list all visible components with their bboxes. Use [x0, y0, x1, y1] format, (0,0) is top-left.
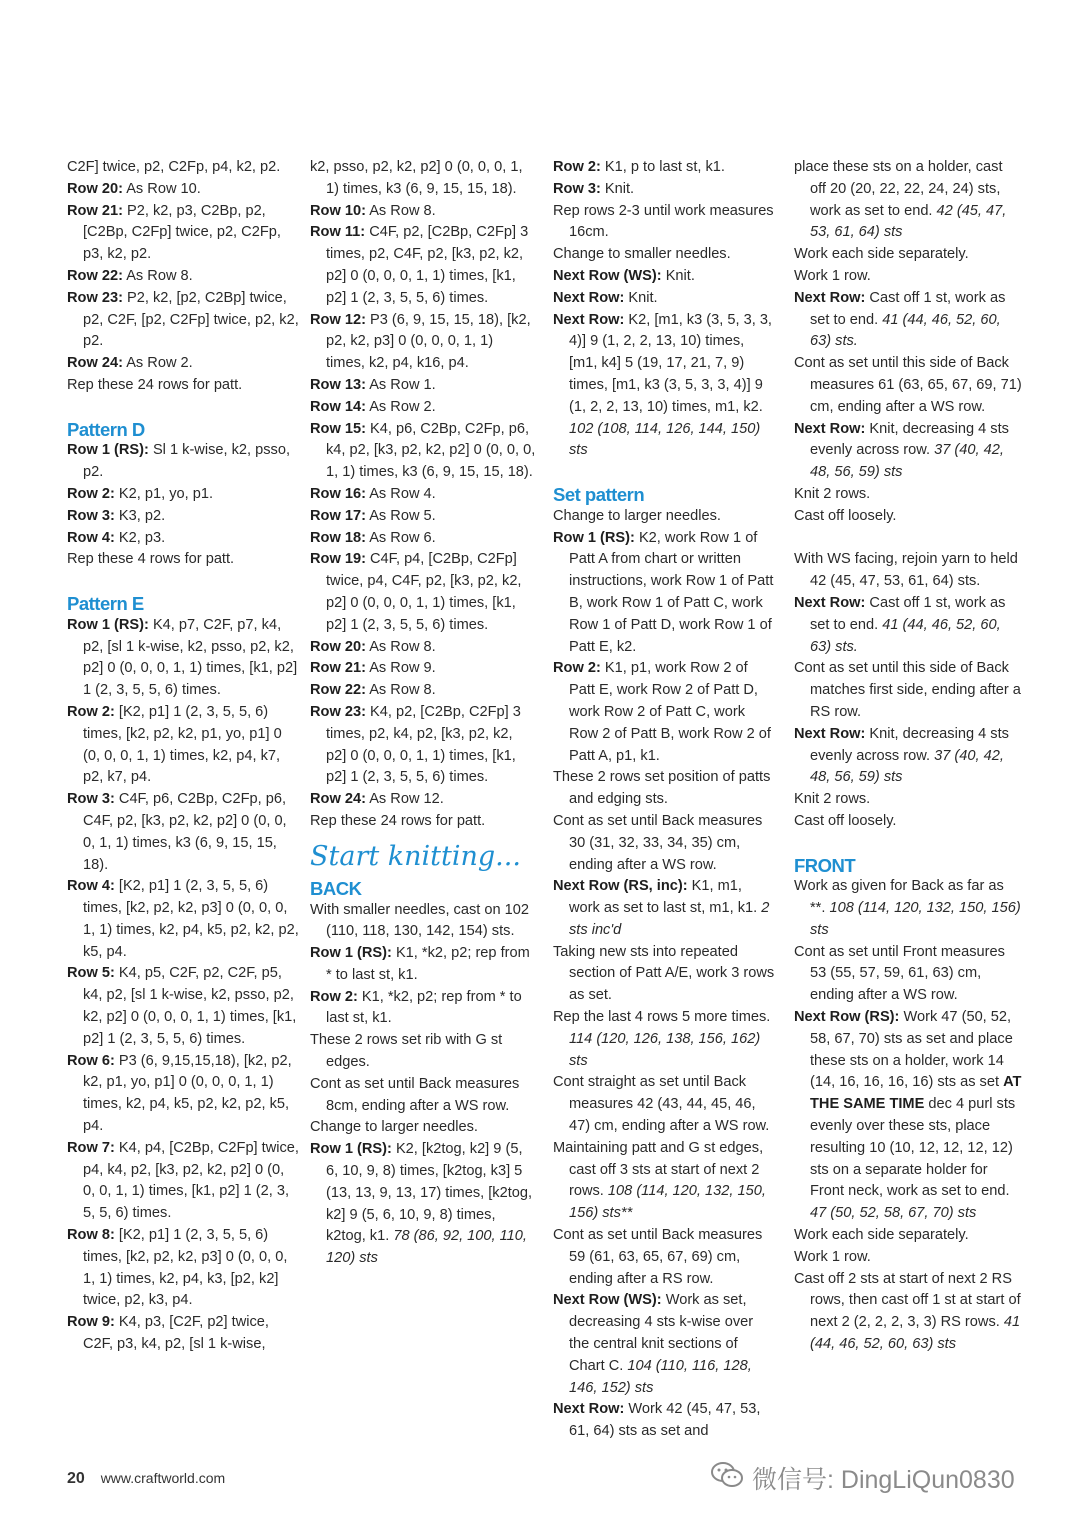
instruction-text — [553, 811, 775, 876]
row-text: Change to larger needles. — [553, 507, 721, 524]
row-text: K4, p3, [C2F, p2] twice, C2F, p3, k4, p2, [sl 1 k-wise, — [83, 1314, 269, 1353]
row-text: Cast off 1 st, work as set to end. — [810, 289, 1006, 328]
row-label: Row 12: — [310, 311, 366, 328]
row-label: Row 24: — [67, 355, 123, 372]
row-text: Knit, decreasing 4 sts evenly across row. — [810, 420, 1009, 459]
row-text: C4F, p2, [C2Bp, C2Fp] 3 times, p2, C4F, p2, [k3, p2, k2, p2] 0 (0, 0, 0, 1, 1) times, [k1, p2] 1 (2, 3, 5, 5, 6) times. — [326, 224, 529, 306]
row-text: K4, p4, [C2Bp, C2Fp] twice, p4, k4, p2, [k3, p2, k2, p2] 0 (0, 0, 0, 1, 1) times, [k1, p2] 1 (2, 3, 5, 5, 6) times. — [83, 1139, 299, 1222]
row-text: Rep rows 2-3 until work measures 16cm. — [553, 202, 774, 241]
watermark-text: 微信号: DingLiQun0830 — [752, 1466, 1015, 1494]
pattern-row — [553, 1290, 775, 1399]
row-text: C4F, p6, C2Bp, C2Fp, p6, C4F, p2, [k3, p2, k2, p2] 0 (0, 0, 0, 1, 1) times, k3 (6, 9, 15, 15, 18). — [83, 791, 287, 873]
pattern-row — [67, 615, 299, 702]
instruction-text — [310, 900, 536, 944]
instruction-text — [794, 1225, 1022, 1247]
row-text: K4, p5, C2F, p2, C2F, p5, k4, p2, [sl 1 k-wise, k2, psso, p2, k2, p2] 0 (0, 0, 0, 1, 1) times, [k1, p2] 1 (2, 3, 5, 5, 6) times. — [83, 965, 297, 1047]
row-text: P2, k2, [p2, C2Bp] twice, p2, C2F, [p2, C2Fp] twice, p2, k2, p2. — [83, 289, 299, 350]
row-label: Next Row: — [553, 1401, 625, 1418]
row-text: P3 (6, 9,15,15,18), [k2, p2, k2, p1, yo, p1] 0 (0, 0, 0, 1, 1) times, k2, p4, k5, p2, k2, p2, k5, p4. — [83, 1052, 292, 1135]
row-label: Row 15: — [310, 420, 366, 437]
pattern-row — [553, 310, 775, 463]
row-label: Row 1 (RS): — [67, 616, 149, 633]
row-text: As Row 8. — [365, 682, 436, 699]
row-text: Cont as set until Back measures 8cm, ending after a WS row. — [310, 1075, 520, 1114]
pattern-row — [794, 1007, 1022, 1225]
instruction-text — [553, 767, 775, 811]
section-heading: FRONT — [794, 854, 856, 876]
instruction-text — [794, 266, 1022, 288]
row-text: Knit. — [661, 267, 695, 284]
pattern-row — [310, 201, 536, 223]
pattern-row — [310, 528, 536, 550]
row-text: K4, p6, C2Bp, C2Fp, p6, k4, p2, [k3, p2, k2, p2] 0 (0, 0, 0, 1, 1) times, k3 (6, 9, 15, 15, 18). — [326, 420, 536, 481]
row-text: Taking new sts into repeated section of Patt A/E, work 3 rows as set. — [553, 943, 775, 1004]
page-number: 20 — [67, 1470, 85, 1487]
row-text: Knit 2 rows. — [794, 485, 871, 502]
instruction-text — [794, 244, 1022, 266]
row-text: Rep these 4 rows for patt. — [67, 551, 235, 568]
row-text: K1, *k2, p2; rep from * to last st, k1. — [326, 945, 530, 983]
pattern-row — [310, 222, 536, 309]
row-text: Cont as set until this side of Back matches first side, ending after a RS row. — [794, 660, 1021, 720]
spacer — [67, 571, 299, 593]
text-column-4 — [794, 157, 1022, 1356]
stitch-count: 104 (110, 116, 128, 146, 152) sts — [569, 1357, 752, 1396]
row-text: Work as set, decreasing 4 sts k-wise over the central knit sections of Chart C. — [569, 1292, 754, 1374]
text-column-3 — [553, 157, 775, 1443]
row-label: Row 4: — [67, 529, 115, 546]
instruction-text — [794, 484, 1022, 506]
pattern-row — [67, 1225, 299, 1312]
stitch-count: 41 (44, 46, 52, 60, 63) sts. — [810, 616, 1001, 655]
row-label: Next Row (RS, inc): — [553, 878, 688, 895]
row-text: With smaller needles, cast on 102 (110, 118, 130, 142, 154) sts. — [310, 901, 530, 940]
pattern-row — [67, 484, 299, 506]
pattern-row — [67, 1138, 299, 1225]
row-text: Cast off 1 st, work as set to end. — [810, 594, 1006, 633]
emphasis-text: AT THE SAME TIME — [810, 1074, 1022, 1113]
pattern-row — [67, 353, 299, 375]
row-text: K4, p7, C2F, p7, k4, p2, [sl 1 k-wise, k2, psso, p2, k2, p2] 0 (0, 0, 0, 1, 1) times, [k1, p2] 1 (2, 3, 5, 5, 6) times. — [83, 616, 298, 699]
row-text: P2, k2, p3, C2Bp, p2, [C2Bp, C2Fp] twice, p2, C2Fp, p3, k2, p2. — [83, 202, 281, 263]
row-text: Knit, decreasing 4 sts evenly across row. — [810, 725, 1009, 764]
stitch-count: 37 (40, 42, 48, 56, 59) sts — [810, 747, 1004, 786]
row-text: P3 (6, 9, 15, 15, 18), [k2, p2, k2, p3] 0 (0, 0, 0, 1, 1) times, k2, p4, k16, p4. — [326, 311, 531, 372]
stitch-count: 114 (120, 126, 138, 156, 162) sts — [569, 1030, 761, 1069]
row-label: Row 20: — [67, 180, 123, 197]
pattern-row — [553, 157, 775, 179]
row-text: As Row 2. — [365, 398, 436, 415]
pattern-row — [553, 179, 775, 201]
row-text: Cast off 2 sts at start of next 2 RS rows, then cast off 1 st at start of next 2 (2, 2, 2, 3, 3) RS rows. — [794, 1270, 1021, 1331]
row-text: K2, [k2tog, k2] 9 (5, 6, 10, 9, 8) times, [k2tog, k3] 5 (13, 13, 9, 13, 17) times, [k2tog, k2] 9 (5, 6, 10, 9, 8) times, k2tog, k1. — [326, 1141, 533, 1245]
section-heading: Pattern D — [67, 418, 145, 440]
row-text: Work each side separately. — [794, 1227, 969, 1244]
instruction-text — [794, 353, 1022, 418]
spacer — [794, 528, 1022, 550]
instruction-text — [553, 1072, 775, 1137]
row-text: Cont as set until this side of Back measures 61 (63, 65, 67, 69, 71) cm, ending after a WS row. — [794, 355, 1022, 415]
row-text: As Row 9. — [365, 660, 436, 677]
pattern-row — [310, 419, 536, 484]
instruction-text — [67, 549, 299, 571]
row-label: Next Row (WS): — [553, 267, 662, 284]
continued-text — [794, 157, 1022, 244]
row-text: Cast off loosely. — [794, 507, 897, 524]
pattern-row — [553, 266, 775, 288]
wechat-icon — [710, 1460, 744, 1497]
row-text: These 2 rows set position of patts and edging sts. — [553, 769, 771, 808]
pattern-row — [553, 1399, 775, 1443]
instruction-text — [794, 1269, 1022, 1356]
row-text: Change to smaller needles. — [553, 246, 731, 263]
row-label: Next Row: — [794, 289, 866, 306]
row-text: K3, p2. — [114, 507, 166, 524]
instruction-text — [794, 658, 1022, 723]
row-label: Row 2: — [310, 988, 358, 1005]
page-footer — [67, 1470, 225, 1488]
row-text: As Row 8. — [365, 202, 436, 219]
row-label: Row 6: — [67, 1052, 115, 1069]
instruction-text — [794, 876, 1022, 941]
section-heading: Pattern E — [67, 592, 144, 614]
row-text: Cont as set until Back measures 30 (31, 32, 33, 34, 35) cm, ending after a WS row. — [553, 812, 763, 873]
row-text: As Row 6. — [365, 529, 436, 546]
pattern-row — [67, 506, 299, 528]
row-label: Row 1 (RS): — [553, 529, 635, 546]
instruction-text — [67, 375, 299, 397]
row-text: Work each side separately. — [794, 246, 969, 263]
row-text: Work 47 (50, 52, 58, 67, 70) sts as set and place these sts on a holder, work 14 (14, 16, 16, 16, 16) sts as set — [810, 1009, 1013, 1091]
row-text: K2, p1, yo, p1. — [114, 485, 214, 502]
stitch-count: 78 (86, 92, 100, 110, 120) sts — [326, 1228, 527, 1267]
pattern-row — [553, 528, 775, 659]
pattern-row — [67, 876, 299, 963]
pattern-row — [310, 484, 536, 506]
instruction-text — [794, 811, 1022, 833]
text-column-2 — [310, 157, 536, 1270]
pattern-row — [67, 1051, 299, 1138]
row-label: Row 24: — [310, 791, 366, 808]
section-heading: BACK — [310, 877, 362, 899]
row-label: Row 7: — [67, 1139, 115, 1156]
row-label: Next Row (WS): — [553, 1292, 662, 1309]
row-text: K1, m1, work as set to last st, m1, k1. — [569, 878, 762, 917]
row-text: These 2 rows set rib with G st edges. — [310, 1032, 503, 1071]
row-text: K2, [m1, k3 (3, 5, 3, 3, 4)] 9 (1, 2, 2, 13, 10) times, [m1, k4] 5 (19, 17, 21, 7, 9) times, [m1, k3 (3, 5, 3, 3, 4)] 9 (1, 2, 2, 13, 10) times, m1, k2. — [569, 311, 772, 415]
stitch-count: 108 (114, 120, 132, 150, 156) sts — [810, 900, 1021, 938]
script-heading: Start knitting... — [310, 840, 521, 872]
row-label: Next Row: — [553, 289, 625, 306]
row-label: Row 8: — [67, 1227, 115, 1244]
row-text: [K2, p1] 1 (2, 3, 5, 5, 6) times, [k2, p2, k2, p3] 0 (0, 0, 0, 1, 1) times, k2, p4, k5, p2, k2, p2, k5, p4. — [83, 878, 299, 960]
row-text: [K2, p1] 1 (2, 3, 5, 5, 6) times, [k2, p2, k2, p1, yo, p1] 0 (0, 0, 0, 1, 1) times, k2, p4, k7, p2, k7, p4. — [83, 703, 282, 786]
row-text: Rep the last 4 rows 5 more times. — [553, 1009, 771, 1026]
pattern-row — [67, 1312, 299, 1356]
row-label: Next Row: — [553, 311, 625, 328]
pattern-row — [67, 702, 299, 789]
row-text: Cont as set until Back measures 59 (61, 63, 65, 67, 69) cm, ending after a RS row. — [553, 1227, 763, 1287]
row-text: As Row 5. — [365, 507, 436, 524]
spacer — [67, 397, 299, 419]
row-label: Row 2: — [553, 660, 601, 677]
row-label: Row 21: — [67, 202, 123, 219]
row-text: K1, p to last st, k1. — [600, 159, 725, 175]
row-text: Cont straight as set until Back measures 42 (43, 44, 45, 46, 47) cm, ending after a WS row. — [553, 1074, 770, 1135]
pattern-row — [553, 288, 775, 310]
pattern-row — [794, 288, 1022, 353]
row-text: Work 42 (45, 47, 53, 61, 64) sts as set and — [569, 1401, 761, 1440]
instruction-text — [553, 244, 775, 266]
pattern-row — [67, 288, 299, 353]
row-text: K2, work Row 1 of Patt A from chart or written instructions, work Row 1 of Patt B, work Row 1 of Patt C, work Row 1 of Patt D, work Row 1 of Patt E, k2. — [569, 529, 774, 655]
instruction-text — [553, 1007, 775, 1072]
pattern-row — [67, 201, 299, 266]
spacer — [553, 462, 775, 484]
pattern-row — [310, 506, 536, 528]
instruction-text — [553, 1138, 775, 1225]
row-text: [K2, p1] 1 (2, 3, 5, 5, 6) times, [k2, p2, k2, p3] 0 (0, 0, 0, 1, 1) times, k2, p4, k3, [p2, k2] twice, p2, k3, p4. — [83, 1227, 288, 1309]
section-heading: Set pattern — [553, 483, 645, 505]
pattern-row — [67, 528, 299, 550]
instruction-text — [553, 201, 775, 245]
pattern-row — [310, 789, 536, 811]
pattern-row — [794, 593, 1022, 658]
stitch-count: 108 (114, 120, 132, 150, 156) sts** — [569, 1183, 766, 1222]
text-column-1 — [67, 157, 299, 1356]
pattern-row — [67, 440, 299, 484]
continued-text — [310, 157, 536, 201]
row-label: Next Row: — [794, 725, 866, 742]
row-label: Row 23: — [67, 289, 123, 306]
stitch-count: 37 (40, 42, 48, 56, 59) sts — [810, 442, 1004, 481]
continued-text — [67, 157, 299, 179]
pattern-row — [310, 549, 536, 636]
row-label: Row 4: — [67, 878, 115, 895]
stitch-count: 47 (50, 52, 58, 67, 70) sts — [810, 1205, 977, 1222]
row-label: Row 2: — [67, 485, 115, 502]
row-text: As Row 2. — [122, 355, 193, 372]
website-link[interactable]: www.craftworld.com — [100, 1470, 226, 1486]
stitch-count: 2 sts inc'd — [569, 900, 770, 938]
row-label: Row 9: — [67, 1314, 115, 1331]
row-label: Row 1 (RS): — [67, 442, 149, 459]
instruction-text — [794, 1247, 1022, 1269]
pattern-row — [67, 266, 299, 288]
instruction-text — [794, 506, 1022, 528]
row-text: Cont as set until Front measures 53 (55, 57, 59, 61, 63) cm, ending after a WS row. — [794, 943, 1005, 1004]
instruction-text — [794, 789, 1022, 811]
row-label: Row 18: — [310, 529, 366, 546]
pattern-row — [310, 658, 536, 680]
pattern-row — [310, 397, 536, 419]
row-text: Knit. — [600, 180, 635, 197]
stitch-count: 102 (108, 114, 126, 144, 150) sts — [569, 420, 761, 459]
row-text: Rep these 24 rows for patt. — [67, 376, 243, 393]
row-text: Maintaining patt and G st edges, cast off 3 sts at start of next 2 rows. — [553, 1139, 764, 1200]
instruction-text — [310, 811, 536, 833]
instruction-text — [553, 1225, 775, 1290]
pattern-row — [310, 702, 536, 789]
instruction-text — [310, 1074, 536, 1118]
row-text: As Row 10. — [122, 180, 201, 197]
row-label: Row 3: — [67, 507, 115, 524]
instruction-text — [310, 1030, 536, 1074]
row-label: Next Row: — [794, 594, 866, 611]
row-label: Row 1 (RS): — [310, 1141, 392, 1158]
row-label: Row 3: — [553, 180, 601, 197]
row-label: Row 21: — [310, 660, 366, 677]
pattern-row — [310, 943, 536, 987]
pattern-row — [310, 637, 536, 659]
row-text: Rep these 24 rows for patt. — [310, 812, 486, 829]
pattern-row — [67, 789, 299, 876]
pattern-row — [310, 310, 536, 375]
row-text: Knit 2 rows. — [794, 791, 871, 808]
row-text: With WS facing, rejoin yarn to held 42 (45, 47, 53, 61, 64) sts. — [794, 551, 1018, 590]
row-text: K2, p3. — [114, 529, 166, 546]
row-text: dec 4 purl sts evenly over these sts, place resulting 10 (10, 12, 12, 12, 12) sts on a separate holder for Front neck, work as set to end. — [810, 1096, 1016, 1200]
instruction-text — [553, 506, 775, 528]
row-text: k2, psso, p2, k2, p2] 0 (0, 0, 0, 1, 1) times, k3 (6, 9, 15, 15, 18). — [310, 159, 523, 197]
pattern-row — [794, 724, 1022, 789]
row-label: Row 19: — [310, 551, 366, 568]
row-label: Row 11: — [310, 224, 366, 241]
row-label: Row 23: — [310, 703, 366, 720]
row-text: Sl 1 k-wise, k2, psso, p2. — [83, 442, 291, 481]
row-label: Row 17: — [310, 507, 366, 524]
row-label: Row 16: — [310, 485, 366, 502]
row-label: Row 10: — [310, 202, 366, 219]
row-label: Row 1 (RS): — [310, 945, 392, 962]
row-text: As Row 8. — [365, 638, 436, 655]
row-label: Row 14: — [310, 398, 366, 415]
row-label: Row 3: — [67, 791, 115, 808]
row-text: K1, p1, work Row 2 of Patt E, work Row 2 of Patt D, work Row 2 of Patt C, work Row 2 of Patt B, work Row 2 of Patt A, p1, k1. — [569, 660, 771, 764]
row-label: Row 20: — [310, 638, 366, 655]
row-text: Knit. — [624, 289, 658, 306]
row-text: Work 1 row. — [794, 267, 871, 284]
spacer — [794, 833, 1022, 855]
row-label: Next Row: — [794, 420, 866, 437]
row-text: K4, p2, [C2Bp, C2Fp] 3 times, p2, k4, p2, [k3, p2, k2, p2] 0 (0, 0, 0, 1, 1) times, [k1, p2] 1 (2, 3, 5, 5, 6) times. — [326, 703, 521, 786]
stitch-count: 41 (44, 46, 52, 60, 63) sts. — [810, 311, 1001, 350]
row-text: As Row 4. — [365, 485, 436, 502]
pattern-row — [67, 963, 299, 1050]
row-text: As Row 8. — [122, 267, 193, 284]
instruction-text — [553, 942, 775, 1007]
row-text: As Row 1. — [365, 376, 436, 393]
row-text: Cast off loosely. — [794, 812, 897, 829]
watermark — [710, 1458, 1015, 1498]
row-label: Row 2: — [67, 703, 115, 720]
row-text: As Row 12. — [365, 791, 444, 808]
row-text: K1, *k2, p2; rep from * to last st, k1. — [326, 988, 522, 1027]
pattern-row — [794, 419, 1022, 484]
row-text: Change to larger needles. — [310, 1119, 478, 1136]
stitch-count: 42 (45, 47, 53, 61, 64) sts — [810, 202, 1007, 241]
pattern-row — [310, 680, 536, 702]
row-text: Work 1 row. — [794, 1248, 871, 1265]
instruction-text — [310, 1117, 536, 1139]
pattern-row — [67, 179, 299, 201]
pattern-row — [310, 987, 536, 1031]
pattern-row — [553, 658, 775, 767]
row-label: Row 13: — [310, 376, 366, 393]
row-label: Next Row (RS): — [794, 1009, 900, 1026]
row-label: Row 22: — [310, 682, 366, 699]
instruction-text — [794, 942, 1022, 1007]
pattern-row — [310, 1139, 536, 1270]
row-text: place these sts on a holder, cast off 20 (20, 22, 22, 24, 24) sts, work as set to end. — [794, 159, 1003, 219]
row-label: Row 5: — [67, 965, 115, 982]
instruction-text — [794, 549, 1022, 593]
row-text: C4F, p4, [C2Bp, C2Fp] twice, p4, C4F, p2, [k3, p2, k2, p2] 0 (0, 0, 0, 1, 1) times, [k1, p2] 1 (2, 3, 5, 5, 6) times. — [326, 551, 522, 633]
row-label: Row 22: — [67, 267, 123, 284]
pattern-row — [310, 375, 536, 397]
row-label: Row 2: — [553, 159, 601, 175]
row-text: Work as given for Back as far as **. — [794, 878, 1004, 917]
pattern-row — [553, 876, 775, 941]
stitch-count: 41 (44, 46, 52, 60, 63) sts — [810, 1314, 1021, 1353]
row-text: C2F] twice, p2, C2Fp, p4, k2, p2. — [67, 159, 281, 175]
